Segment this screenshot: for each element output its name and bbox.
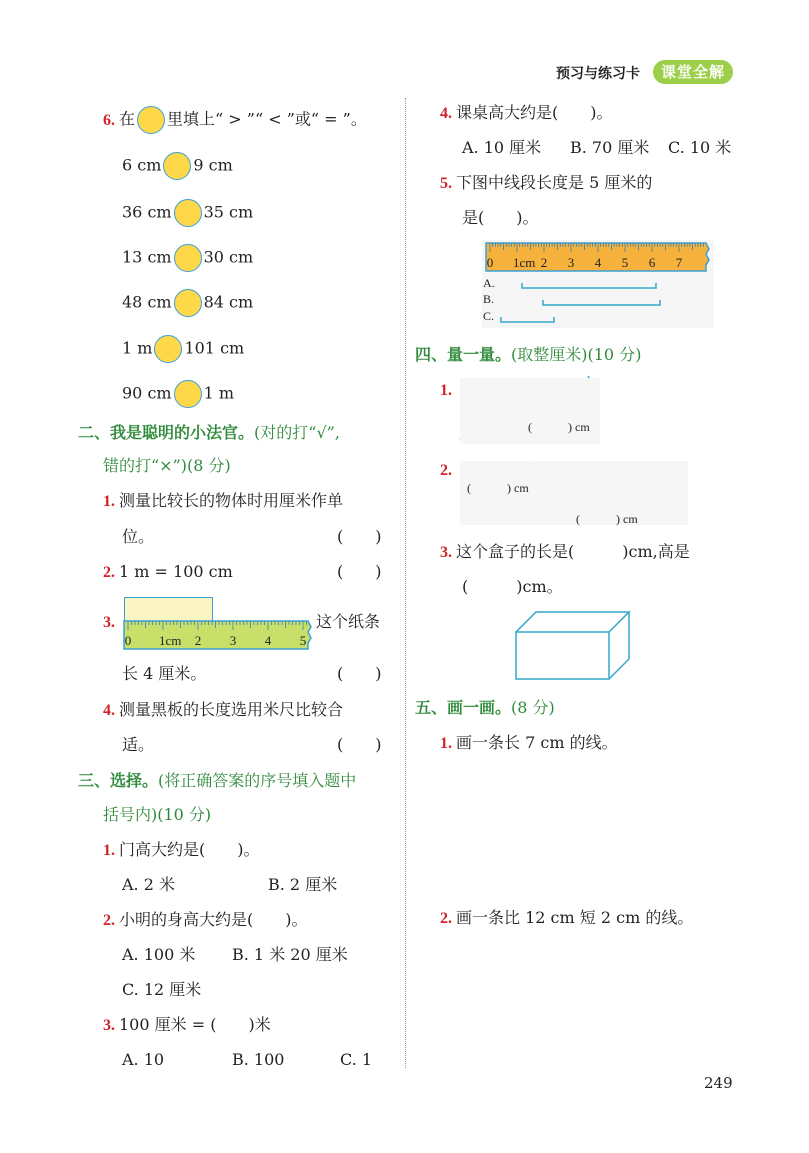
ruler-label: 0: [486, 255, 494, 270]
section-2-title: 二、我是聪明的小法官。(对的打“√”,: [78, 423, 340, 442]
option: C. 10 米: [668, 138, 732, 157]
ruler-label: 1cm: [159, 633, 182, 648]
ruler-label: 3: [229, 633, 237, 648]
s5-q2: 2. 画一条比 12 cm 短 2 cm 的线。: [440, 908, 694, 927]
ruler-label: 1cm: [513, 255, 536, 270]
s4-q3-cont: ( )cm。: [462, 577, 563, 596]
option: B. 1 米 20 厘米: [232, 945, 348, 964]
s2-q3-answer-blank[interactable]: ( ): [337, 664, 382, 683]
option: C. 12 厘米: [122, 980, 202, 999]
s3-q2: 2. 小明的身高大约是( )。: [103, 910, 308, 929]
s2-q3-num: 3.: [103, 614, 115, 631]
s4-q1-num: 1.: [440, 382, 452, 399]
s4-q2-num: 2.: [440, 462, 452, 479]
segment-a: [522, 283, 656, 288]
compare-row: 1 m 101 cm: [122, 335, 244, 363]
compare-row: 36 cm 35 cm: [122, 199, 253, 227]
option: B. 70 厘米: [570, 138, 650, 157]
header-badge: 课堂全解: [653, 60, 733, 84]
segment-b: [543, 300, 660, 305]
s2-q4-answer-blank[interactable]: ( ): [337, 735, 382, 754]
s2-q3-text: 这个纸条: [316, 612, 381, 631]
option: A. 10 厘米: [462, 138, 542, 157]
s3-q1: 1. 门高大约是( )。: [103, 840, 260, 859]
s2-q1: 1. 测量比较长的物体时用厘米作单: [103, 491, 344, 510]
ruler-label: 4: [594, 255, 602, 270]
option: C. 1: [340, 1050, 373, 1069]
box-drawing: [516, 612, 629, 679]
option-label: C.: [483, 309, 495, 323]
page-number: 249: [704, 1074, 733, 1092]
compare-row: 90 cm 1 m: [122, 380, 234, 408]
compare-row: 13 cm 30 cm: [122, 244, 253, 272]
s4-q2-blank-2[interactable]: ( ) cm: [576, 512, 638, 526]
option-label: A.: [483, 276, 495, 290]
segment-c: [501, 317, 554, 322]
option: A. 2 米: [122, 875, 175, 894]
section-5-title: 五、画一画。(8 分): [415, 698, 555, 717]
ruler-label: 5: [621, 255, 629, 270]
s3-q5-cont: 是( )。: [462, 208, 539, 227]
compare-row: 6 cm 9 cm: [122, 152, 233, 180]
q6-prompt: 6. 在 里填上“ > ”“ < ”或“ = ”。: [103, 106, 367, 134]
s3-q3: 3. 100 厘米 = ( )米: [103, 1015, 271, 1034]
s3-q4: 4. 课桌高大约是( )。: [440, 103, 613, 122]
section-3-title: 三、选择。(将正确答案的序号填入题中: [78, 771, 357, 790]
ruler-label: 6: [648, 255, 656, 270]
s5-q1: 1. 画一条长 7 cm 的线。: [440, 733, 618, 752]
option: B. 100: [232, 1050, 285, 1069]
ruler-label: 2: [540, 255, 548, 270]
s4-q1-blank[interactable]: ( ) cm: [528, 420, 590, 434]
ruler-label: 7: [675, 255, 683, 270]
compare-row: 48 cm 84 cm: [122, 289, 253, 317]
option: B. 2 厘米: [268, 875, 338, 894]
ruler-label: 2: [194, 633, 202, 648]
s2-q4: 4. 测量黑板的长度选用米尺比较合: [103, 700, 344, 719]
ruler-label: 3: [567, 255, 575, 270]
s2-q1-cont: 位。: [122, 527, 155, 546]
option: A. 100 米: [122, 945, 196, 964]
section-3-note: 括号内)(10 分): [103, 805, 212, 824]
s3-q5: 5. 下图中线段长度是 5 厘米的: [440, 173, 653, 192]
ruler-label: 0: [124, 633, 132, 648]
s2-q2-answer-blank[interactable]: ( ): [337, 562, 382, 581]
s4-q2-blank-1[interactable]: ( ) cm: [467, 481, 529, 495]
header-title: 预习与练习卡: [556, 66, 640, 82]
section-2-note: 错的打“×”)(8 分): [103, 456, 231, 475]
s2-q2: 2. 1 m = 100 cm: [103, 562, 233, 581]
s2-q4-cont: 适。: [122, 735, 155, 754]
ruler-label: 4: [264, 633, 272, 648]
s2-q1-answer-blank[interactable]: ( ): [337, 527, 382, 546]
option: A. 10: [122, 1050, 165, 1069]
s4-q3: 3. 这个盒子的长是( )cm,高是: [440, 542, 690, 561]
option-label: B.: [483, 292, 495, 306]
section-4-title: 四、量一量。(取整厘米)(10 分): [415, 345, 642, 364]
ruler-label: 5: [299, 633, 307, 648]
s2-q3-cont: 长 4 厘米。: [122, 664, 207, 683]
